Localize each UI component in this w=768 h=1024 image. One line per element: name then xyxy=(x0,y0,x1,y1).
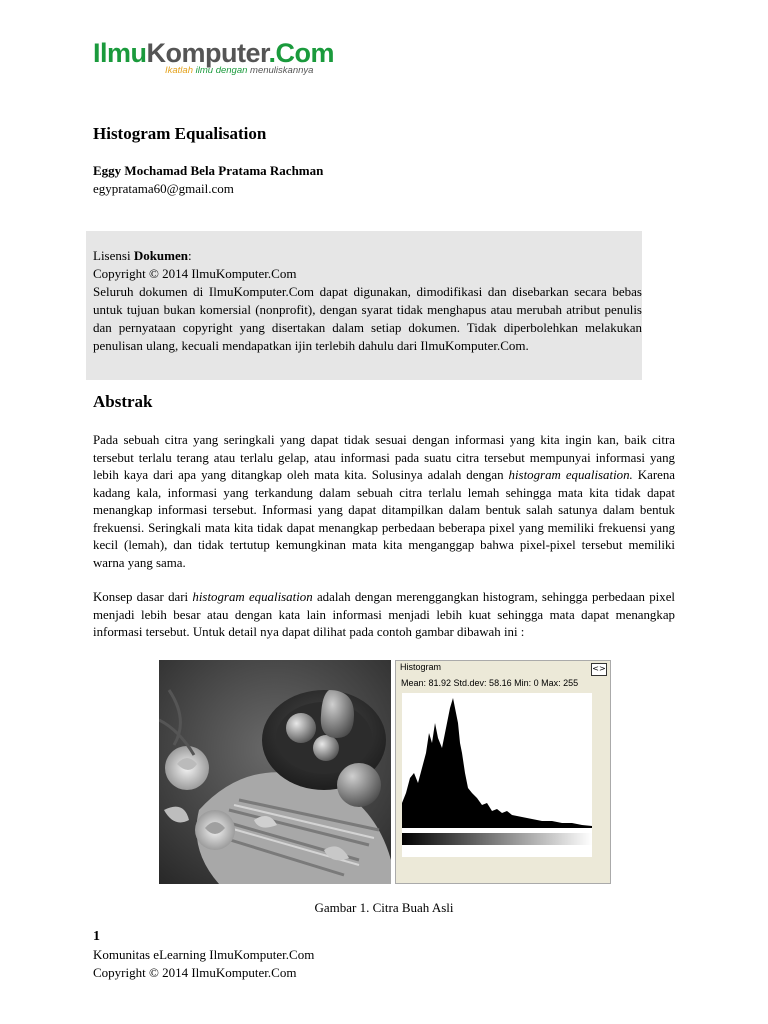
p2-text-b: adalah dengan merenggangkan histogram, sehingga perbedaan pixel menjadi lebih besar atau dengan kata lain informasi menjadi lebih kuat sehingga mata dapat menangkap informasi tersebut. Untuk detail nya dapat dilihat pada contoh gambar dibawah ini : xyxy=(93,590,676,639)
logo-part-ilmu: Ilmu xyxy=(93,38,147,68)
author-email: egypratama60@gmail.com xyxy=(93,181,234,196)
figure-1 xyxy=(159,660,611,884)
histogram-plot xyxy=(402,693,602,857)
document-title: Histogram Equalisation xyxy=(93,124,267,143)
page-number: 1 xyxy=(93,929,100,944)
footer-line-1: Komunitas eLearning IlmuKomputer.Com xyxy=(93,947,315,962)
p2-text-a: Konsep dasar dari xyxy=(93,590,193,604)
license-label-suffix: : xyxy=(188,248,192,263)
logo-tagline-1: Ikatlah xyxy=(165,65,196,76)
logo-tagline xyxy=(165,65,334,76)
logo-part-com: .Com xyxy=(268,38,335,68)
logo-tagline-2: ilmu dengan xyxy=(195,65,251,76)
logo-part-komputer: Komputer xyxy=(146,38,269,68)
p1-text-b: Karena kadang kala, informasi yang terkandung dalam sebuah citra terlalu lemah sehingga mata kita tidak dapat menangkap informasi tersebut. Informasi yang dapat ditampilkan dalam bentuk salah satunya dalam bentuk frekuensi. Seringkali mata kita tidak dapat menangkap perbedaan beberapa pixel yang memiliki frekuensi yang kecil (lemah), dan tidak tertutup kemungkinan mata kita menganggap bahwa pixel-pixel tersebut memiliki warna yang sama. xyxy=(93,468,676,570)
abstract-paragraph-1 xyxy=(93,432,675,572)
histogram-expand-button[interactable]: <> xyxy=(591,663,607,676)
p1-emphasis: histogram equalisation. xyxy=(508,468,633,482)
p1-text-a: Pada sebuah citra yang seringkali yang dapat tidak sesuai dengan informasi yang kita ingin kan, baik citra tersebut terlalu terang atau terlalu gelap, atau informasi pada suatu citra tersebut mempunyai informasi yang lebih kaya dari apa yang ditangkap oleh mata kita. Solusinya adalah dengan xyxy=(93,433,675,482)
license-label xyxy=(93,247,642,265)
histogram-stats: Mean: 81.92 Std.dev: 58.16 Min: 0 Max: 255 xyxy=(401,678,579,688)
license-body: Seluruh dokumen di IlmuKomputer.Com dapat digunakan, dimodifikasi dan disebarkan secara bebas untuk tujuan bukan komersial (nonprofit), dengan syarat tidak menghapus atau merubah atribut penulis dan pernyataan copyright yang disertakan dalam setiap dokumen. Tidak diperbolehkan melakukan penulisan ulang, kecuali mendapatkan ijin terlebih dahulu dari IlmuKomputer.Com. xyxy=(93,284,642,353)
abstract-heading: Abstrak xyxy=(93,392,153,411)
license-label-prefix: Lisensi xyxy=(93,248,134,263)
page-footer xyxy=(93,928,314,982)
license-copyright: Copyright © 2014 IlmuKomputer.Com xyxy=(93,266,297,281)
footer-line-2: Copyright © 2014 IlmuKomputer.Com xyxy=(93,965,297,980)
histogram-window xyxy=(395,660,611,884)
figure-caption: Gambar 1. Citra Buah Asli xyxy=(314,900,454,915)
license-box xyxy=(86,231,642,380)
site-logo xyxy=(93,38,334,76)
license-label-bold: Dokumen xyxy=(133,248,188,263)
logo-tagline-3: menuliskannya xyxy=(250,65,314,76)
p2-emphasis: histogram equalisation xyxy=(192,590,313,604)
histogram-window-title: Histogram xyxy=(400,662,442,672)
abstract-paragraph-2 xyxy=(93,589,675,642)
fruit-photo xyxy=(159,660,391,884)
author-name: Eggy Mochamad Bela Pratama Rachman xyxy=(93,163,324,178)
